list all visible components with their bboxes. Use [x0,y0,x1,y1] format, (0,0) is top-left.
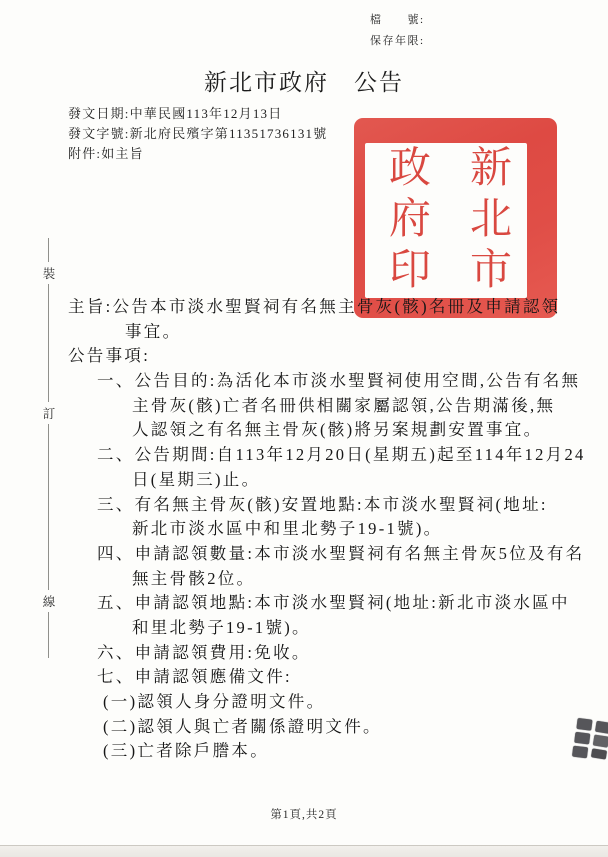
item-3-line-1: 三、有名無主骨灰(骸)安置地點:本市淡水聖賢祠(地址: [97,494,548,514]
file-number-label: 檔 號: [370,14,425,26]
item-5-line-2: 和里北勢子19-1號)。 [132,617,311,637]
seal-script-text: 新北市政府印 [383,144,510,298]
stamp-glyph [593,735,608,748]
item-4-line-2: 無主骨骸2位。 [132,568,256,588]
official-seal [354,118,557,318]
stamp-glyph [576,718,592,731]
sub-item-1: (一)認領人身分證明文件。 [103,692,326,711]
item-2-line-1: 二、公告期間:自113年12月20日(星期五)起至114年12月24 [97,445,586,465]
document-number: 發文字號:新北府民殯字第11351736131號 [68,126,328,141]
binding-mark-zhuang: 裝 [42,262,56,284]
archive-labels [370,10,425,52]
announcement-body [68,295,586,764]
item-2-line-2: 日(星期三)止。 [132,469,261,489]
stamp-glyph [572,746,588,759]
attachment-note: 附件:如主旨 [68,146,144,161]
stamp-glyph [591,748,607,759]
seal-inner-square [365,143,527,298]
subject-line-1: 主旨:公告本市淡水聖賢祠有名無主骨灰(骸)名冊及申請認領 [68,297,561,316]
subject-line-2: 事宜。 [125,321,182,341]
page-title: 新北市政府 公告 [204,70,404,95]
item-4-line-1: 四、申請認領數量:本市淡水聖賢祠有名無主骨灰5位及有名 [97,543,585,563]
sub-item-2: (二)認領人與亡者關係證明文件。 [103,716,382,736]
section-header: 公告事項: [68,346,151,366]
issue-date: 發文日期:中華民國113年12月13日 [68,106,283,121]
binding-mark-ding: 訂 [42,402,56,424]
document-meta [68,104,327,164]
scan-edge [0,845,608,857]
item-1-line-3: 人認領之有名無主骨灰(骸)將另案規劃安置事宜。 [132,420,543,440]
retention-period-label: 保存年限: [370,35,425,47]
item-7-line-1: 七、申請認領應備文件: [97,667,292,687]
item-5-line-1: 五、申請認領地點:本市淡水聖賢祠(地址:新北市淡水區中 [97,593,570,613]
item-1-line-2: 主骨灰(骸)亡者名冊供相關家屬認領,公告期滿後,無 [132,395,556,415]
item-3-line-2: 新北市淡水區中和里北勢子19-1號)。 [132,519,443,539]
stamp-glyph [595,721,608,734]
binding-mark-xian: 線 [42,590,56,612]
item-6-line-1: 六、申請認領費用:免收。 [97,642,311,662]
sub-item-3: (三)亡者除戶謄本。 [103,741,269,761]
binding-line [42,238,56,658]
item-1-line-1: 一、公告目的:為活化本市淡水聖賢祠使用空間,公告有名無 [97,371,581,391]
stamp-glyph [574,732,590,745]
page-number: 第1頁,共2頁 [270,809,338,821]
